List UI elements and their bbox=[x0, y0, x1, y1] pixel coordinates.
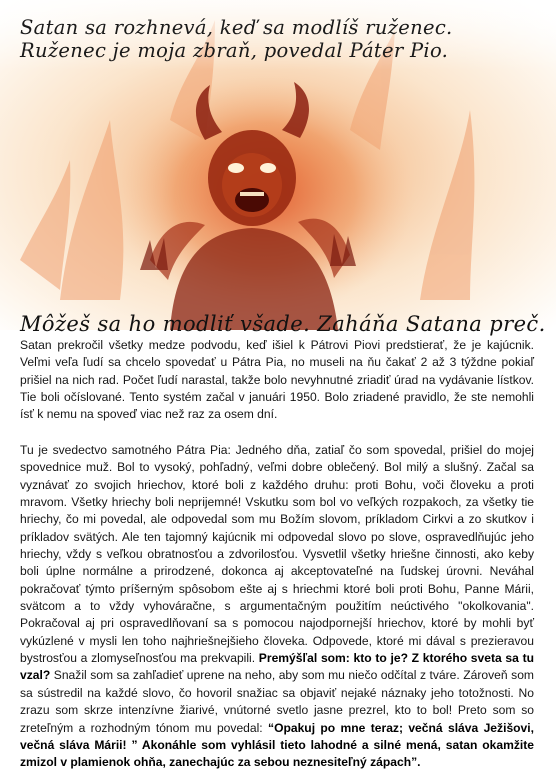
paragraph-2-bold-question: Premýšľal som: kto to je? Z ktorého sveta sa tu vzal? bbox=[20, 651, 534, 683]
paragraph-2-text-2: Snažil som sa zahľadieť uprene na neho, aby som mu niečo odčítal z tváre. Zároveň som sa sústredil na každé slovo, čo hovoril snažiac sa objaviť nejaké náznaky jeho totožnosti. No zrazu som skrze intenzívne žiarivé, vnútorné svetlo jasne prezrel, kto to bol! Preto som so zreteľným a rozhodným tónom mu povedal: bbox=[20, 668, 534, 735]
headline-line-1: Satan sa rozhnevá, keď sa modlíš ruženec. bbox=[20, 16, 453, 39]
headline-line-2: Ruženec je moja zbraň, povedal Páter Pio. bbox=[20, 39, 449, 62]
paragraph-2-bold-quote: “Opakuj po mne teraz; večná sláva Ježišovi, večná sláva Márii! ” Akonáhle som vyhlásil tieto lahodné a silné mená, satan okamžite zmizol v plamienok ohňa, zanechajúc za sebou neznesiteľný zápach”. bbox=[20, 720, 534, 770]
body-paragraph-1: Satan prekročil všetky medze podvodu, keď išiel k Pátrovi Piovi predstierať, že je kajúcnik. Veľmi veľa ľudí sa chcelo spovedať u Pátra Pia, no museli na ňu čakať 2 až 3 týždne pokiaľ prišiel na nich rad. Počet ľudí narastal, takže bolo nevyhnutné zriadiť úrad na vydávanie lístkov. Tie boli očíslované. Tento systém začal v januári 1950. Bolo zriadené pravidlo, že ste nemohli ísť k nemu na spoveď viac než raz za osem dní. bbox=[20, 338, 534, 422]
paragraph-2-text-1: Tu je svedectvo samotného Pátra Pia: Jedného dňa, zatiaľ čo som spovedal, prišiel do mojej spovednice muž. Bol to vysoký, pohľadný, veľmi dobre oblečený. Bol milý a slušný. Začal sa vyznávať zo svojich hriechov, ktoré boli z každého druhu: proti Bohu, voči človeku a proti mravom. Všetky hriechy boli neprijemné! Vskutku som bol vo veľkých rozpakoch, za všetky tie hriechy, čo mi povedal, ale odpovedal som mu Božím slovom, príkladom Cirkvi a zo skutkov i príkladov svätých. Ale ten tajomný kajúcnik mi odpovedal slovo po slove, ospravedlňujúc jeho hriechy, vždy s veľkou obratnosťou a zdvorilosťou. Vysvetlil všetky hriešne činnosti, ako keby boli úplne normálne a prirodzené, dokonca aj akceptovateľné na ľudskej úrovni. Neváhal pokračovať týmto príšerným spôsobom ešte aj s hriechmi ktoré boli proti Bohu, Panne Márii, svätcom a to vždy vyhováračne, s argumentačným použitím neúctivého "okolkovania". Pokračoval aj pri ospravedlňovaní sa s pomocou najodpornejší hriechov, ktoré by mohli byť vykúzlené v mysli len toho najhriešnejšieho človeka. Odpovede, ktoré mi dával s prezieravou bystrosťou a zlomyseľnosťou ma prekvapili. bbox=[20, 443, 534, 666]
subheadline: Môžeš sa ho modliť všade. Zaháňa Satana preč. bbox=[20, 312, 546, 336]
body-paragraph-2 bbox=[20, 442, 534, 772]
